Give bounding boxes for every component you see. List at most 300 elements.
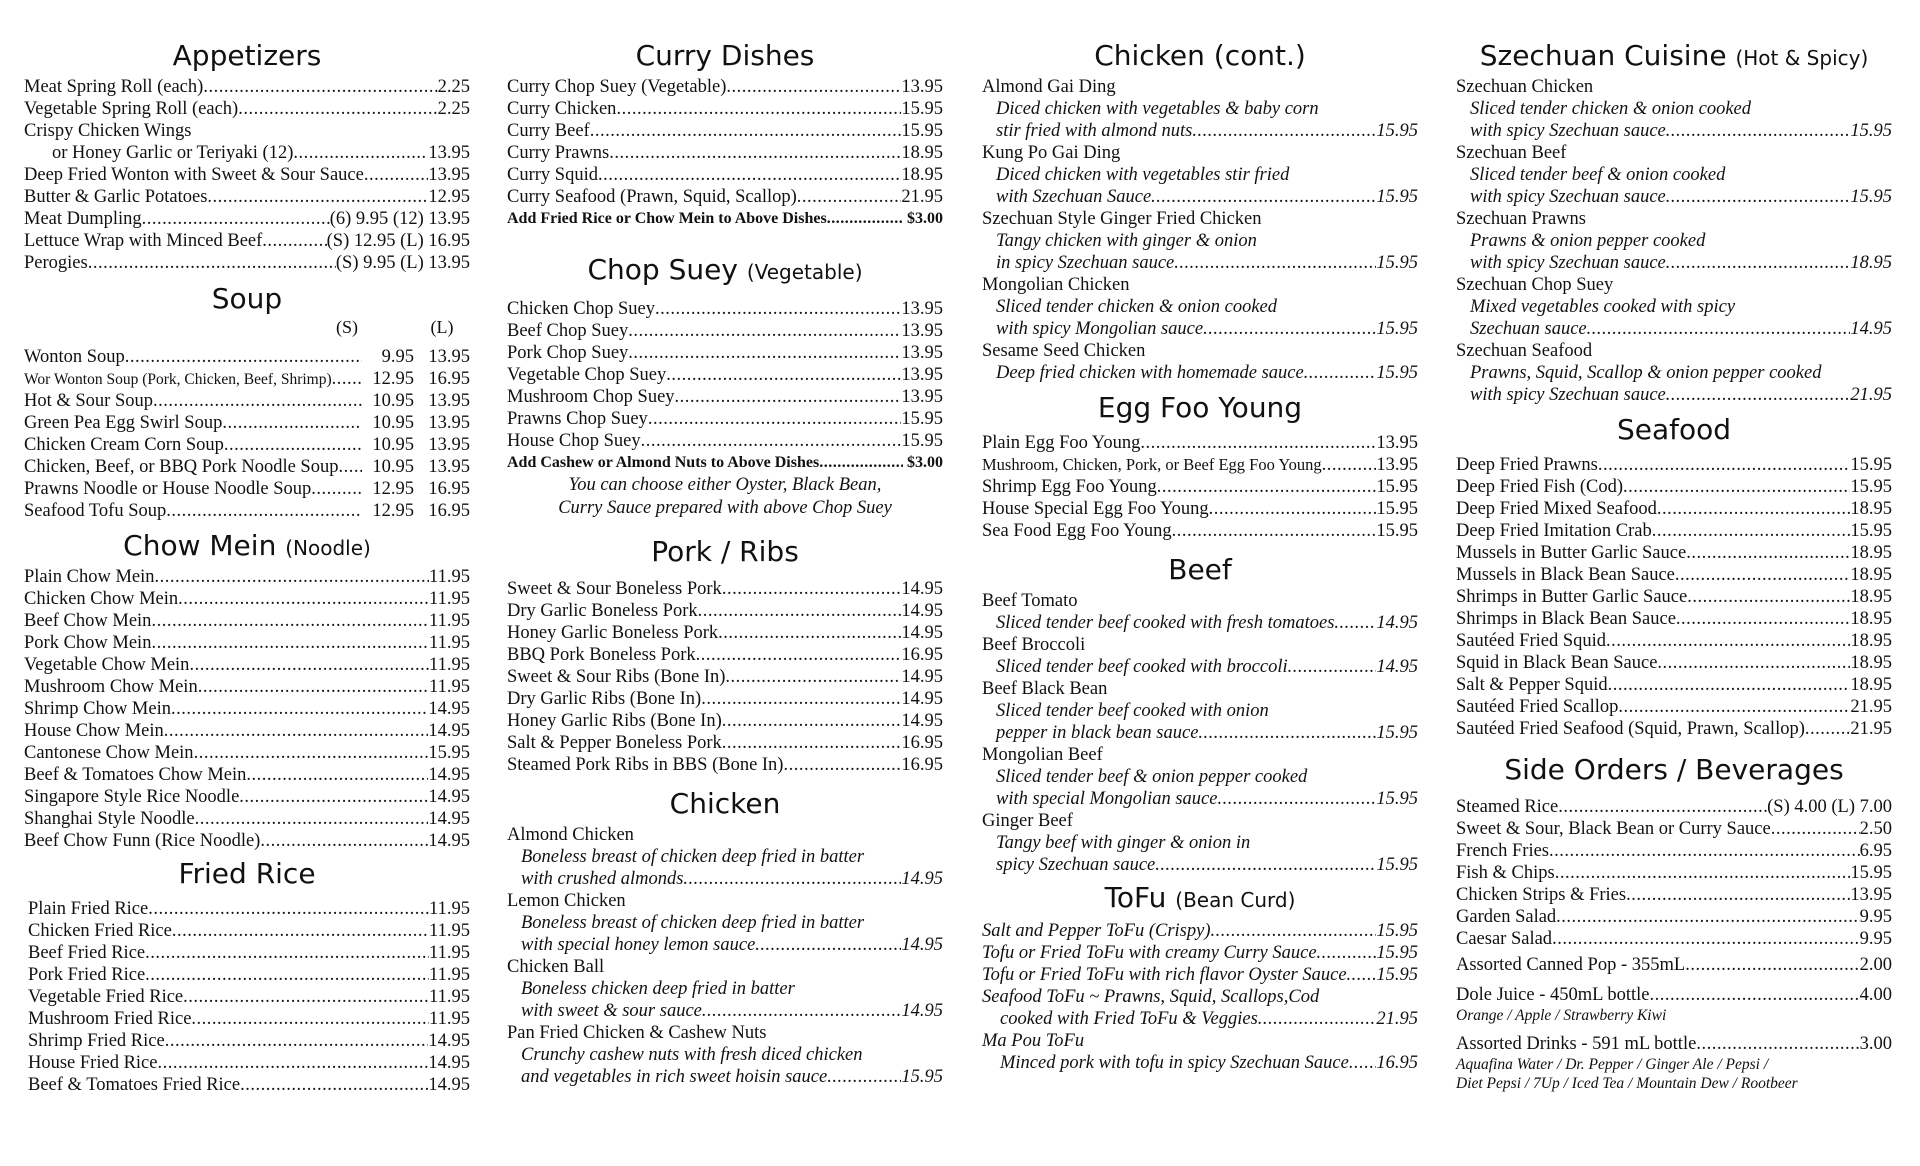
item-price-small: 12.95	[372, 479, 414, 499]
item-price: 14.95	[428, 831, 470, 851]
dot-leader	[1608, 674, 1851, 696]
item-description: Boneless chicken deep fried in batter	[521, 979, 795, 999]
item-price: 15.95	[428, 743, 470, 763]
menu-item	[507, 320, 943, 342]
menu-item	[982, 454, 1418, 476]
item-name: Beef Chow Mein	[24, 611, 152, 631]
menu-item	[24, 830, 470, 852]
item-name: Mushroom, Chicken, Pork, or Beef Egg Foo Young	[982, 455, 1322, 474]
juice-name: Dole Juice - 450mL bottle	[1456, 985, 1650, 1005]
dot-leader	[701, 688, 901, 710]
item-name: Mongolian Chicken	[982, 275, 1130, 295]
menu-item	[982, 1008, 1418, 1030]
item-name: Shanghai Style Noodle	[24, 809, 195, 829]
menu-item	[24, 142, 470, 164]
item-price: 13.95	[1850, 885, 1892, 905]
soup-item	[24, 412, 470, 434]
curry-list	[507, 76, 943, 208]
item-description: Sliced tender beef & onion pepper cooked	[996, 767, 1308, 787]
item-price: 13.95	[428, 165, 470, 185]
dot-leader	[332, 368, 362, 390]
dot-leader	[240, 1074, 428, 1096]
menu-item	[1456, 718, 1892, 740]
item-price: 11.95	[429, 899, 470, 919]
item-name: cooked with Fried ToFu & Veggies	[1000, 1009, 1258, 1029]
szechuan-title	[1456, 36, 1892, 76]
menu-item	[24, 654, 470, 676]
menu-item	[24, 808, 470, 830]
item-price: 14.95	[428, 1075, 470, 1095]
menu-item	[982, 252, 1418, 274]
item-price: 11.95	[429, 987, 470, 1007]
item-price: 11.95	[429, 943, 470, 963]
item-name: stir fried with almond nuts	[996, 121, 1193, 141]
item-price: 11.95	[429, 567, 470, 587]
item-name: Crispy Chicken Wings	[24, 121, 192, 141]
item-price: 13.95	[1376, 455, 1418, 475]
menu-item	[1456, 608, 1892, 630]
chopsuey-addon-name: Add Cashew or Almond Nuts to Above Dishes	[507, 454, 820, 471]
dot-leader	[262, 230, 326, 252]
chopsuey-addon	[507, 452, 943, 474]
dot-leader	[1687, 586, 1850, 608]
menu-item	[507, 120, 943, 142]
menu-item	[982, 186, 1418, 208]
item-name: with spicy Mongolian sauce	[996, 319, 1204, 339]
chicken-title: Chicken	[669, 787, 781, 820]
item-name: House Fried Rice	[28, 1053, 158, 1073]
dot-leader	[726, 76, 901, 98]
soup-item	[24, 346, 470, 368]
dot-leader	[722, 710, 902, 732]
dot-leader	[142, 208, 330, 230]
item-price: 15.95	[901, 409, 943, 429]
item-name: Deep Fried Wonton with Sweet & Sour Sauce	[24, 165, 364, 185]
item-name: with spicy Szechuan sauce	[1470, 121, 1666, 141]
item-price: 15.95	[1850, 477, 1892, 497]
item-name: Steamed Rice	[1456, 797, 1559, 817]
menu-item	[24, 742, 470, 764]
item-name: with crushed almonds	[521, 869, 684, 889]
dot-leader	[648, 408, 902, 430]
menu-item	[507, 732, 943, 754]
item-price: 2.25	[437, 99, 470, 119]
item-description: Tangy beef with ginger & onion in	[996, 833, 1251, 853]
item-name: Sautéed Fried Seafood (Squid, Prawn, Scallop)	[1456, 719, 1805, 739]
menu-item	[24, 698, 470, 720]
item-price: 14.95	[428, 1031, 470, 1051]
dot-leader	[338, 456, 362, 478]
menu-item	[24, 98, 470, 120]
item-name: Salt and Pepper ToFu (Crispy)	[982, 921, 1211, 941]
dot-leader	[1556, 906, 1859, 928]
item-price: 11.95	[429, 633, 470, 653]
menu-item	[28, 1008, 470, 1030]
dot-leader	[1652, 520, 1851, 542]
dot-leader	[598, 164, 901, 186]
item-name: Beef Broccoli	[982, 635, 1086, 655]
item-name: Plain Chow Mein	[24, 567, 155, 587]
dot-leader	[1549, 840, 1860, 862]
item-name: Sweet & Sour Ribs (Bone In)	[507, 667, 726, 687]
dot-leader	[1666, 120, 1851, 142]
drinks-item	[1456, 1033, 1892, 1055]
item-name: Beef Fried Rice	[28, 943, 146, 963]
item-description: Crunchy cashew nuts with fresh diced chicken	[521, 1045, 863, 1065]
menu-item	[28, 898, 470, 920]
item-description: Sliced tender beef cooked with onion	[996, 701, 1269, 721]
dot-leader	[155, 566, 430, 588]
item-price: 15.95	[1376, 521, 1418, 541]
item-name: Sliced tender beef cooked with broccoli	[996, 657, 1288, 677]
item-name: Curry Chicken	[507, 99, 617, 119]
dot-leader	[698, 600, 902, 622]
item-name: Dry Garlic Ribs (Bone In)	[507, 689, 702, 709]
item-price: 15.95	[1376, 477, 1418, 497]
item-price: 15.95	[901, 99, 943, 119]
dot-leader	[183, 986, 429, 1008]
menu-item	[1456, 252, 1892, 274]
dot-leader	[722, 578, 902, 600]
item-price: 15.95	[1850, 863, 1892, 883]
dot-leader	[797, 186, 902, 208]
item-name: Prawns Chop Suey	[507, 409, 648, 429]
dot-leader	[1666, 384, 1851, 406]
item-price: 14.95	[1376, 613, 1418, 633]
item-price: 18.95	[1850, 609, 1892, 629]
menu-item	[1456, 186, 1892, 208]
dot-leader	[1552, 928, 1860, 950]
item-name: Perogies	[24, 253, 88, 273]
item-name: Honey Garlic Ribs (Bone In)	[507, 711, 722, 731]
item-price-small: 10.95	[372, 391, 414, 411]
dot-leader	[666, 364, 901, 386]
menu-item	[507, 76, 943, 98]
item-price: 16.95	[901, 755, 943, 775]
beef-title: Beef	[1168, 553, 1232, 586]
drinks-list-2: Diet Pepsi / 7Up / Iced Tea / Mountain Dew / Rootbeer	[1456, 1075, 1798, 1092]
menu-item	[982, 498, 1418, 520]
dot-leader	[683, 868, 901, 890]
item-name: Squid in Black Bean Sauce	[1456, 653, 1658, 673]
menu-item	[507, 1066, 943, 1088]
item-price: 14.95	[428, 721, 470, 741]
item-name: Caesar Salad	[1456, 929, 1553, 949]
menu-item	[24, 252, 470, 274]
szechuan-title-text: Szechuan Cuisine	[1479, 39, 1727, 72]
menu-item	[1456, 318, 1892, 340]
menu-item	[1456, 928, 1892, 950]
item-name: Almond Gai Ding	[982, 77, 1116, 97]
menu-item	[507, 622, 943, 644]
dot-leader	[238, 98, 437, 120]
eggfoo-list	[982, 432, 1418, 542]
menu-item	[24, 786, 470, 808]
dot-leader	[88, 252, 336, 274]
item-price: 9.95	[1859, 907, 1892, 927]
item-price-large: 13.95	[428, 413, 470, 433]
item-name: Shrimp Egg Foo Young	[982, 477, 1157, 497]
item-price: 15.95	[1850, 187, 1892, 207]
menu-item	[982, 656, 1418, 678]
pop-item	[1456, 954, 1892, 976]
item-price: 15.95	[1850, 521, 1892, 541]
eggfoo-title: Egg Foo Young	[1097, 391, 1303, 424]
menu-item	[1456, 520, 1892, 542]
menu-item	[982, 1052, 1418, 1074]
dot-leader	[1598, 454, 1851, 476]
item-name: Beef Chop Suey	[507, 321, 629, 341]
dot-leader	[1606, 630, 1850, 652]
column-2	[507, 36, 943, 1088]
item-name: Lemon Chicken	[507, 891, 626, 911]
menu-item	[24, 186, 470, 208]
menu-item	[507, 600, 943, 622]
item-name: Sweet & Sour, Black Bean or Curry Sauce	[1456, 819, 1771, 839]
menu-item	[24, 676, 470, 698]
item-name: Lettuce Wrap with Minced Beef	[24, 231, 263, 251]
dot-leader	[166, 500, 362, 522]
item-name: Singapore Style Rice Noodle	[24, 787, 240, 807]
menu-item	[28, 986, 470, 1008]
item-description: Tangy chicken with ginger & onion	[996, 231, 1257, 251]
soup-list	[24, 346, 470, 522]
menu-item	[1456, 542, 1892, 564]
item-price: 16.95	[901, 733, 943, 753]
menu-item	[28, 1074, 470, 1096]
dot-leader	[311, 478, 362, 500]
item-description: Diced chicken with vegetables stir fried	[996, 165, 1290, 185]
drinks-price: 3.00	[1859, 1034, 1892, 1054]
menu-item	[982, 964, 1418, 986]
item-name: Plain Fried Rice	[28, 899, 149, 919]
menu-item	[24, 164, 470, 186]
item-name: Wonton Soup	[24, 347, 125, 367]
menu-item	[24, 208, 470, 230]
item-price-large: 16.95	[428, 501, 470, 521]
item-price-large: 16.95	[428, 479, 470, 499]
dot-leader	[1198, 722, 1376, 744]
item-name: Vegetable Chop Suey	[507, 365, 667, 385]
item-price: 13.95	[901, 77, 943, 97]
item-name: Green Pea Egg Swirl Soup	[24, 413, 223, 433]
chopsuey-title	[507, 250, 943, 290]
item-price: 14.95	[901, 711, 943, 731]
dot-leader	[207, 186, 428, 208]
item-name: Tofu or Fried ToFu with rich flavor Oyster Sauce	[982, 965, 1347, 985]
item-description: Prawns & onion pepper cooked	[1470, 231, 1706, 251]
menu-item	[1456, 652, 1892, 674]
item-price: 11.95	[429, 611, 470, 631]
item-name: Steamed Pork Ribs in BBS (Bone In)	[507, 755, 784, 775]
item-name: Chicken Cream Corn Soup	[24, 435, 224, 455]
item-name: Meat Dumpling	[24, 209, 142, 229]
dot-leader	[1155, 854, 1376, 876]
item-name: Salt & Pepper Squid	[1456, 675, 1608, 695]
pop-price: 2.00	[1859, 955, 1892, 975]
menu-item	[507, 688, 943, 710]
item-price: 18.95	[1850, 587, 1892, 607]
menu-item	[982, 942, 1418, 964]
item-price: 15.95	[1850, 121, 1892, 141]
pork-title: Pork / Ribs	[651, 535, 799, 568]
item-name: Chicken Chop Suey	[507, 299, 655, 319]
dot-leader	[827, 1066, 901, 1088]
item-price: 18.95	[901, 143, 943, 163]
item-name: Beef & Tomatoes Fried Rice	[28, 1075, 241, 1095]
item-price: 11.95	[429, 921, 470, 941]
item-name: French Fries	[1456, 841, 1549, 861]
dot-leader	[616, 98, 901, 120]
dot-leader	[1322, 454, 1377, 476]
soup-small-label: (S)	[336, 317, 358, 337]
item-price: 15.95	[1376, 723, 1418, 743]
item-name: Sautéed Fried Squid	[1456, 631, 1607, 651]
item-price: 14.95	[428, 699, 470, 719]
szechuan-subtitle: (Hot & Spicy)	[1735, 46, 1869, 70]
item-price: 15.95	[901, 1067, 943, 1087]
dot-leader	[1666, 252, 1851, 274]
item-name: House Chow Mein	[24, 721, 164, 741]
sides-title: Side Orders / Beverages	[1504, 753, 1844, 786]
dot-leader	[655, 298, 901, 320]
item-name: with sweet & sour sauce	[521, 1001, 702, 1021]
item-name: with Szechuan Sauce	[996, 187, 1152, 207]
item-price: 18.95	[1850, 253, 1892, 273]
menu-item	[1456, 586, 1892, 608]
menu-item	[982, 854, 1418, 876]
item-name: House Chop Suey	[507, 431, 641, 451]
menu-item	[24, 764, 470, 786]
dot-leader	[1623, 476, 1850, 498]
column-1	[24, 36, 470, 1096]
menu-item	[1456, 884, 1892, 906]
item-price: 15.95	[1376, 965, 1418, 985]
dot-leader	[1203, 318, 1376, 340]
dot-leader	[293, 142, 428, 164]
chowmein-title	[24, 526, 470, 566]
item-price: (S) 9.95 (L) 13.95	[335, 253, 470, 273]
menu-item	[507, 386, 943, 408]
item-description: Boneless breast of chicken deep fried in batter	[521, 913, 865, 933]
menu-item	[982, 520, 1418, 542]
item-price: 15.95	[901, 121, 943, 141]
dot-leader	[145, 964, 429, 986]
item-price: 11.95	[429, 965, 470, 985]
menu-item	[24, 632, 470, 654]
item-price: 14.95	[1850, 319, 1892, 339]
item-name: Curry Prawns	[507, 143, 610, 163]
dot-leader	[1587, 318, 1851, 340]
sides-list	[1456, 796, 1892, 950]
item-price: 15.95	[1376, 363, 1418, 383]
seafood-list	[1456, 454, 1892, 740]
item-name: Deep Fried Imitation Crab	[1456, 521, 1652, 541]
chowmein-list	[24, 566, 470, 852]
item-price: 21.95	[1850, 719, 1892, 739]
dot-leader	[203, 76, 437, 98]
item-price: 15.95	[1376, 121, 1418, 141]
soup-item	[24, 456, 470, 478]
item-name: in spicy Szechuan sauce	[996, 253, 1175, 273]
item-name: pepper in black bean sauce	[996, 723, 1199, 743]
dot-leader	[1211, 920, 1377, 942]
menu-item	[1456, 862, 1892, 884]
item-name: Curry Beef	[507, 121, 590, 141]
item-name: Butter & Garlic Potatoes	[24, 187, 208, 207]
menu-item	[507, 934, 943, 956]
menu-item	[507, 754, 943, 776]
menu-item	[507, 142, 943, 164]
item-price: 15.95	[1850, 455, 1892, 475]
item-name: with spicy Szechuan sauce	[1470, 385, 1666, 405]
item-price: 16.95	[1376, 1053, 1418, 1073]
item-price: 21.95	[1376, 1009, 1418, 1029]
item-price: 18.95	[1850, 653, 1892, 673]
item-name: Deep Fried Prawns	[1456, 455, 1598, 475]
dot-leader	[1174, 252, 1376, 274]
dot-leader	[260, 830, 428, 852]
dot-leader	[145, 942, 429, 964]
item-description: Prawns, Squid, Scallop & onion pepper cooked	[1470, 363, 1822, 383]
item-name: Szechuan Chicken	[1456, 77, 1594, 97]
curry-addon-name: Add Fried Rice or Chow Mein to Above Dishes	[507, 210, 827, 227]
menu-item	[1456, 498, 1892, 520]
menu-item	[28, 1052, 470, 1074]
menu-item	[507, 430, 943, 452]
item-price: 18.95	[901, 165, 943, 185]
szechuan-list	[1456, 76, 1892, 406]
item-name: Beef & Tomatoes Chow Mein	[24, 765, 247, 785]
item-name: Deep fried chicken with homemade sauce	[996, 363, 1304, 383]
menu-item	[507, 578, 943, 600]
dot-leader	[1209, 498, 1377, 520]
item-name: Vegetable Spring Roll (each)	[24, 99, 239, 119]
dot-leader	[1192, 120, 1376, 142]
item-name: House Special Egg Foo Young	[982, 499, 1209, 519]
menu-item	[982, 722, 1418, 744]
dot-leader	[364, 164, 429, 186]
item-price: 14.95	[901, 1001, 943, 1021]
dot-leader	[224, 434, 362, 456]
item-name: Mushroom Fried Rice	[28, 1009, 192, 1029]
juice-flavors: Orange / Apple / Strawberry Kiwi	[1456, 1007, 1667, 1024]
dot-leader	[755, 934, 901, 956]
menu-item	[982, 318, 1418, 340]
menu-item	[24, 566, 470, 588]
dot-leader	[1657, 498, 1850, 520]
dot-leader	[198, 676, 429, 698]
dot-leader	[222, 412, 362, 434]
menu-item	[28, 964, 470, 986]
item-name: Pork Fried Rice	[28, 965, 146, 985]
item-name: Hot & Sour Soup	[24, 391, 154, 411]
item-price: 18.95	[1850, 675, 1892, 695]
dot-leader	[1676, 608, 1850, 630]
item-name: Sweet & Sour Boneless Pork	[507, 579, 722, 599]
item-name: Curry Chop Suey (Vegetable)	[507, 77, 727, 97]
dot-leader	[1157, 476, 1377, 498]
dot-leader	[1304, 362, 1377, 384]
item-name: Shrimps in Butter Garlic Sauce	[1456, 587, 1688, 607]
dot-leader	[783, 754, 901, 776]
column-4	[1456, 36, 1892, 1093]
item-price-large: 16.95	[428, 369, 470, 389]
chicken-list	[507, 824, 943, 1088]
item-name: Honey Garlic Boneless Pork	[507, 623, 719, 643]
item-name: or Honey Garlic or Teriyaki (12)	[52, 143, 294, 163]
item-price-small: 12.95	[372, 501, 414, 521]
